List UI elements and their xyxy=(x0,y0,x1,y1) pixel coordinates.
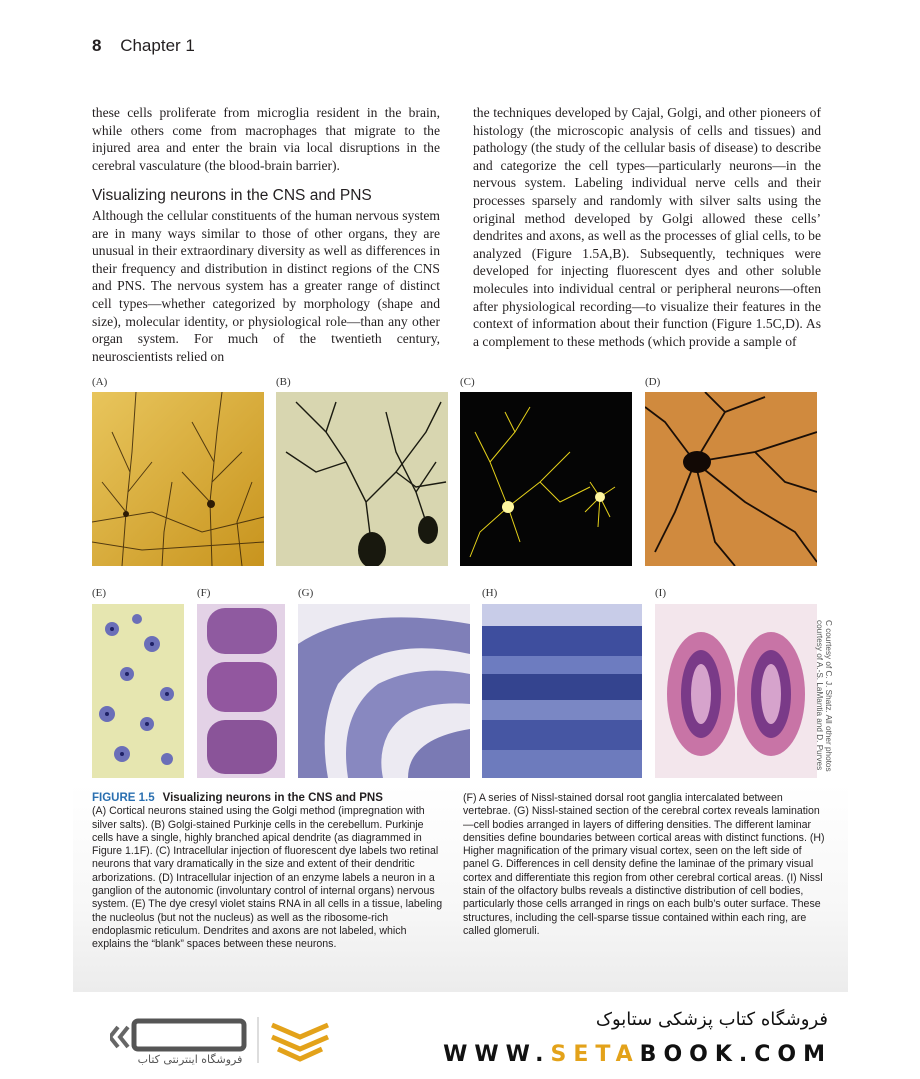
panel-i-olfactory-bulbs-image xyxy=(655,604,817,778)
panel-a-golgi-cortical-image xyxy=(92,392,264,566)
panel-c-fluorescent-image xyxy=(460,392,632,566)
chapter-title: Chapter 1 xyxy=(120,36,195,55)
right-column xyxy=(473,104,821,350)
url-prefix: WWW. xyxy=(443,1042,551,1067)
panel-h-visual-cortex-image xyxy=(482,604,642,778)
page-header xyxy=(92,36,195,56)
caption-right xyxy=(463,792,825,938)
panel-label-i: (I) xyxy=(655,587,666,599)
panel-label-b: (B) xyxy=(276,376,291,388)
photo-credit xyxy=(815,620,833,780)
panel-g-nissl-cortex-image xyxy=(298,604,470,778)
panel-f-drg-image xyxy=(197,604,285,778)
panel-label-h: (H) xyxy=(482,587,498,599)
panel-label-g: (G) xyxy=(298,587,314,599)
right-paragraph-1: the techniques developed by Cajal, Golgi, and other pioneers of histology (the microscopic analysis of cells and tissues) and pathology (the study of the cellular basis of disease) to describe and categorize the cell types—particularly neurons—in the nervous system. Labeling individual nerve cells and their processes sparsely and randomly with silver salts using the original method developed by Golgi allowed these cells’ dendrites and axons, as well as the processes of glial cells, to be analyzed (Figure 1.5A,B). Subsequently, techniques were developed for injecting fluorescent dyes and other soluble molecules into individual central or peripheral neurons—often after physiological recording—to visualize their features in the context of information about their function (Figure 1.5C,D). As a complement to these methods (which provide a sample of xyxy=(473,105,821,349)
panel-d-ganglion-image xyxy=(645,392,817,566)
url-highlight: SETA xyxy=(550,1042,640,1067)
shop-name: فروشگاه کتاب پزشکی ستابوک xyxy=(595,1009,828,1030)
url-suffix: BOOK.COM xyxy=(639,1042,832,1067)
publisher-footer xyxy=(0,995,920,1079)
left-paragraph-1: these cells proliferate from microglia resident in the brain, while others come from macrophages that migrate to the injured area and enter the brain via local disruptions in the cerebral vasculature (the blood-brain barrier). xyxy=(92,105,440,173)
caption-right-text: (F) A series of Nissl-stained dorsal root ganglia intercalated between vertebrae. (G) Nissl-stained section of the cerebral cortex reveals lamination—cell bodies arranged in layers of differing densities. The different laminar densities define boundaries between cortical areas with distinct functions. (H) Higher magnification of the primary visual cortex, seen on the left side of panel G. Differences in cell density define the laminae of the primary visual cortex and differentiate this region from other cerebral cortical areas. (I) Nissl stain of the olfactory bulbs reveals a distinctive distribution of cell bodies, particularly those cells arranged in rings on each bulb’s outer surface. These structures, including the cell-sparse tissue contained within each ring, are called glomeruli. xyxy=(463,792,825,937)
panel-label-d: (D) xyxy=(645,376,661,388)
panel-label-e: (E) xyxy=(92,587,107,599)
panel-b-purkinje-image xyxy=(276,392,448,566)
section-heading: Visualizing neurons in the CNS and PNS xyxy=(92,187,372,205)
panel-label-c: (C) xyxy=(460,376,475,388)
website-url xyxy=(443,1042,832,1067)
panel-e-cresyl-violet-image xyxy=(92,604,184,778)
logo-subtext: فروشگاه اینترنتی کتاب xyxy=(137,1053,243,1066)
figure-title xyxy=(92,792,447,805)
figure-caption-title: Visualizing neurons in the CNS and PNS xyxy=(162,792,383,804)
panel-label-f: (F) xyxy=(197,587,211,599)
setabook-logo xyxy=(110,1011,340,1069)
panel-label-a: (A) xyxy=(92,376,108,388)
left-column xyxy=(92,104,440,365)
photo-credit-text: C courtesy of C. J. Shatz. All other photos courtesy of A.-S. LaMantia and D. Purves xyxy=(815,620,833,772)
caption-left-text: (A) Cortical neurons stained using the Golgi method (impregnation with silver salts). (B) Golgi-stained Purkinje cells in the cerebellum. Purkinje cells have a single, highly branched apical dendrite (as diagrammed in Figure 1.1F). (C) Intracellular injection of fluorescent dye labels two retinal neurons that vary dramatically in the size and extent of their dendritic arborizations. (D) Intracellular injection of an enzyme labels a neuron in a ganglion of the autonomic (involuntary control of internal organs) nervous system. (E) The dye cresyl violet stains RNA in all cells in a tissue, labeling the nucleolus (but not the nucleus) as well as the ribosome-rich endoplasmic reticulum. Dendrites and axons are not labeled, which explains the “blank” spaces between these neurons. xyxy=(92,805,443,951)
page-number: 8 xyxy=(92,36,102,55)
left-paragraph-2: Although the cellular constituents of the human nervous system are in many ways similar to those of other organs, they are unusual in their extraordinary diversity as well as differences in their frequency and distribution in distinct regions of the CNS and PNS. The nervous system has a greater range of distinct cell types—whether categorized by morphology (shape and size), molecular identity, or physiological role—than any other organ system. For much of the twentieth century, neuroscientists relied on xyxy=(92,207,440,364)
figure-number: FIGURE 1.5 xyxy=(92,792,155,804)
caption-left xyxy=(92,792,447,952)
